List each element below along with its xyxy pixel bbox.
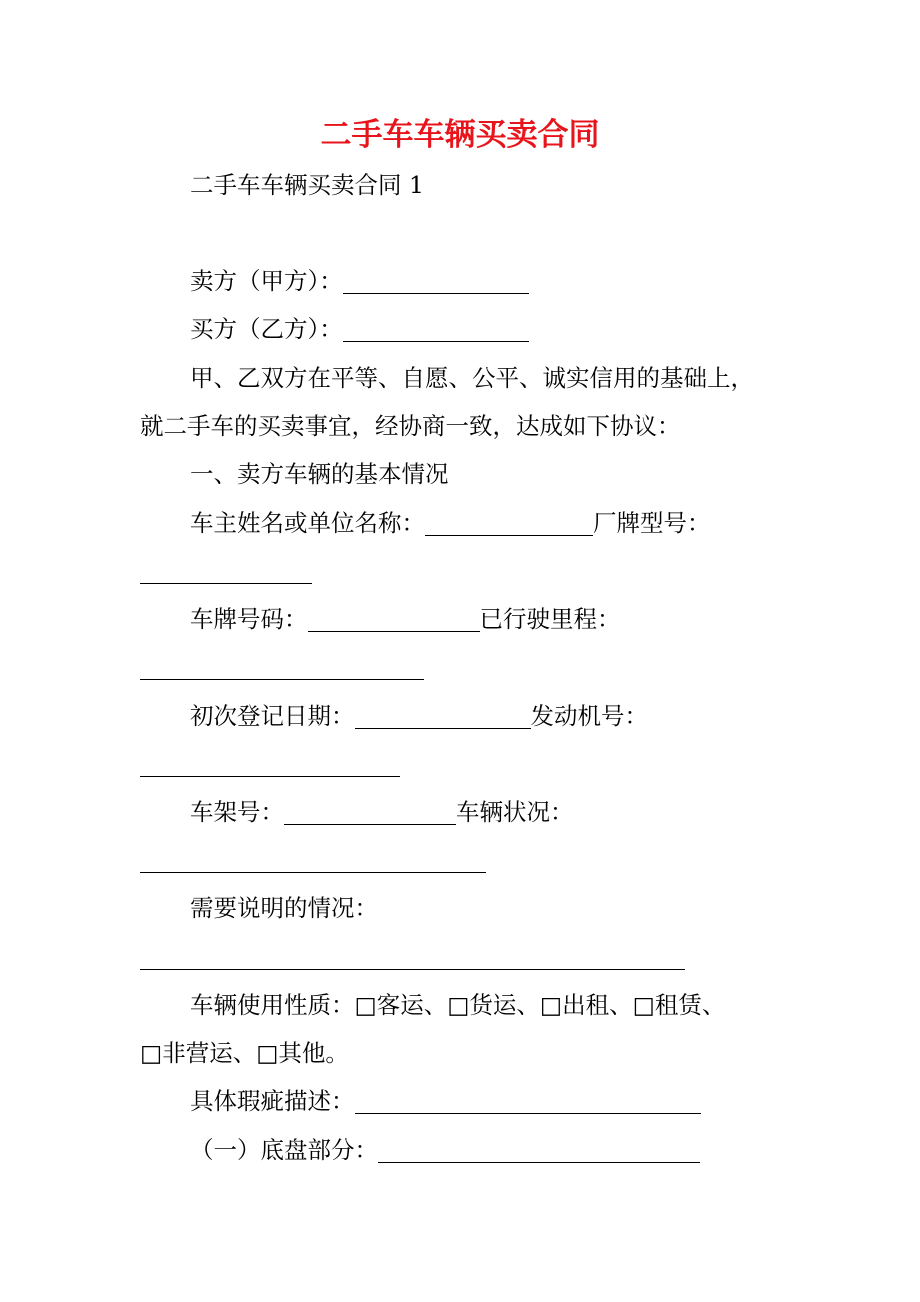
buyer-field <box>190 312 840 346</box>
frame-condition-field <box>190 795 840 829</box>
condition-continuation <box>140 843 840 877</box>
owner-brand-field <box>190 506 840 540</box>
condition-blank[interactable] <box>140 848 486 873</box>
condition-label: 车辆状况： <box>456 798 574 826</box>
frame-label: 车架号： <box>190 798 284 826</box>
usage-line2: □非营运、□其他。 <box>140 1039 349 1067</box>
seller-label: 卖方（甲方）： <box>190 267 343 295</box>
subtitle: 二手车车辆买卖合同 1 <box>190 171 424 199</box>
defect-label: 具体瑕疵描述： <box>190 1087 355 1115</box>
mileage-label: 已行驶里程： <box>479 605 621 633</box>
owner-name-label: 车主姓名或单位名称： <box>190 509 425 537</box>
seller-field <box>190 264 840 298</box>
notes-continuation <box>140 940 840 974</box>
notes-label: 需要说明的情况： <box>190 894 378 922</box>
plate-mileage-field <box>190 602 840 636</box>
plate-blank[interactable] <box>308 607 480 632</box>
buyer-label: 买方（乙方）： <box>190 315 343 343</box>
seller-blank[interactable] <box>343 269 529 294</box>
notes-blank[interactable] <box>140 945 685 970</box>
buyer-blank[interactable] <box>343 317 529 342</box>
document-title: 二手车车辆买卖合同 <box>320 117 600 153</box>
mileage-continuation <box>140 650 840 684</box>
engine-blank[interactable] <box>140 752 400 777</box>
defect-blank[interactable] <box>355 1089 701 1114</box>
brand-model-label: 厂牌型号： <box>593 509 711 537</box>
reg-date-label: 初次登记日期： <box>190 702 355 730</box>
brand-model-continuation <box>140 554 840 588</box>
mileage-blank[interactable] <box>140 655 424 680</box>
plate-label: 车牌号码： <box>190 605 308 633</box>
usage-line1: 车辆使用性质：□客运、□货运、□出租、□租赁、 <box>190 991 726 1019</box>
owner-name-blank[interactable] <box>425 511 593 536</box>
chassis-label: （一）底盘部分： <box>190 1136 378 1164</box>
regdate-engine-field <box>190 699 840 733</box>
defect-field <box>190 1084 840 1118</box>
engine-label: 发动机号： <box>530 702 648 730</box>
chassis-blank[interactable] <box>378 1138 700 1163</box>
section1-heading: 一、卖方车辆的基本情况 <box>190 460 449 488</box>
frame-blank[interactable] <box>284 800 456 825</box>
engine-continuation <box>140 747 840 781</box>
brand-model-blank[interactable] <box>140 559 312 584</box>
reg-date-blank[interactable] <box>355 704 531 729</box>
chassis-field <box>190 1133 840 1167</box>
preamble-line1: 甲、乙双方在平等、自愿、公平、诚实信用的基础上， <box>190 364 754 392</box>
preamble-line2: 就二手车的买卖事宜，经协商一致，达成如下协议： <box>140 412 681 440</box>
